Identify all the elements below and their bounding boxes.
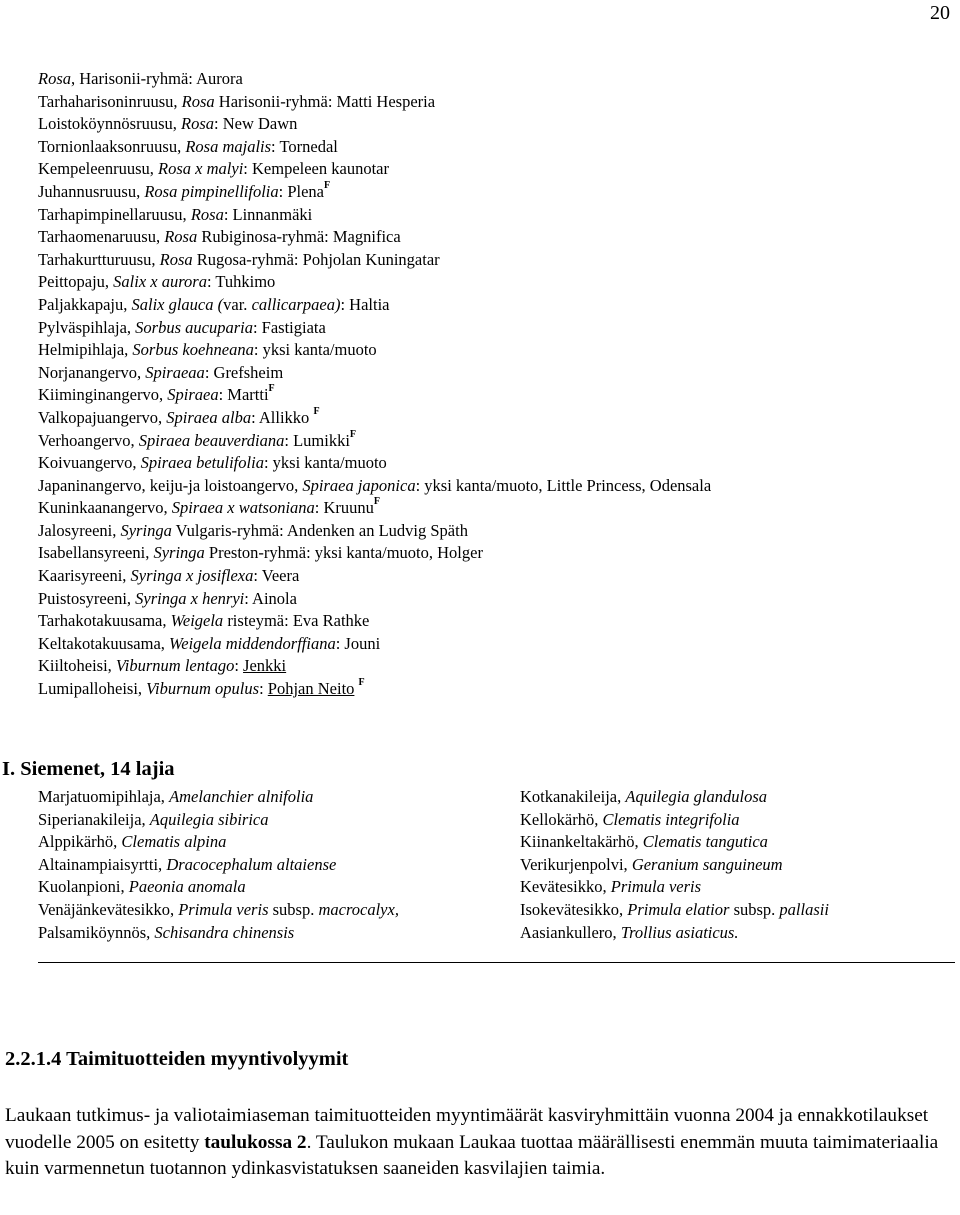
text-segment: Tarhaharisoninruusu,	[38, 91, 182, 111]
text-segment: : yksi kanta/muoto, Little Princess, Odensala	[415, 475, 712, 495]
underlined-text: Jenkki	[243, 656, 287, 676]
text-segment: Keltakotakuusama,	[38, 633, 170, 653]
list-item	[38, 430, 938, 453]
text-segment: : Linnanmäki	[223, 204, 313, 224]
seed-item	[38, 899, 508, 922]
text-segment: Peittopaju,	[38, 272, 114, 292]
scientific-name: Clematis integrifolia	[602, 809, 740, 829]
list-item	[38, 271, 938, 294]
footnote-marker: F	[268, 383, 275, 395]
list-item	[38, 497, 938, 520]
footnote-marker: F	[349, 428, 357, 440]
seed-item	[38, 922, 508, 945]
list-item	[38, 384, 938, 407]
list-item	[38, 655, 938, 678]
text-segment: Palsamiköynnös,	[38, 922, 155, 942]
text-segment: : Tornedal	[271, 136, 338, 156]
text-segment: Rugosa-ryhmä: Pohjolan Kuningatar	[192, 249, 440, 269]
scientific-name: Amelanchier alnifolia	[169, 787, 314, 806]
scientific-name: Syringa x josiflexa	[130, 566, 254, 586]
scientific-name: callicarpaea)	[251, 294, 341, 314]
section-heading: 2.2.1.4 Taimituotteiden myyntivolyymit	[5, 1048, 349, 1070]
scientific-name: Dracocephalum altaiense	[166, 854, 337, 874]
text-segment: Siperianakileija,	[38, 809, 150, 829]
scientific-name: Rosa	[181, 91, 215, 111]
text-segment: Laukaan tutkimus- ja valiotaimiaseman taimituotteiden myyntimäärät kasviryhmittäin vuonna 2004 ja ennakkotilaukset vuodelle 2005 on esitetty	[5, 1105, 929, 1153]
scientific-name: Rosa	[181, 114, 215, 134]
text-segment: Preston-ryhmä: yksi kanta/muoto, Holger	[204, 543, 483, 563]
list-item	[38, 452, 938, 475]
seed-item	[520, 809, 940, 832]
scientific-name: Paeonia anomala	[128, 877, 246, 897]
scientific-name: Aquilegia sibirica	[149, 809, 269, 829]
scientific-name: Spiraea betulifolia	[140, 453, 264, 473]
list-item	[38, 407, 938, 430]
list-item	[38, 317, 938, 340]
list-item	[38, 362, 938, 385]
text-segment: Venäjänkevätesikko,	[38, 899, 179, 919]
text-segment: Harisonii-ryhmä: Matti Hesperia	[214, 91, 436, 111]
list-item	[38, 542, 938, 565]
list-item	[38, 678, 938, 701]
scientific-name: Sorbus koehneana	[132, 340, 254, 360]
text-segment: : Martti	[218, 385, 269, 405]
seed-item	[520, 831, 940, 854]
list-item	[38, 113, 938, 136]
text-segment: var.	[223, 294, 252, 314]
text-segment: Kellokärhö,	[520, 809, 603, 829]
body-paragraph	[5, 1103, 940, 1183]
scientific-name: Weigela middendorffiana	[169, 633, 336, 653]
scientific-name: Clematis tangutica	[642, 832, 768, 852]
scientific-name: Rosa	[38, 69, 71, 88]
text-segment: Kiiminginangervo,	[38, 385, 168, 405]
scientific-name: Aquilegia glandulosa	[625, 787, 768, 806]
text-segment: : yksi kanta/muoto	[263, 453, 387, 473]
list-item	[38, 294, 938, 317]
list-item	[38, 204, 938, 227]
text-segment: Norjanangervo,	[38, 362, 146, 382]
text-segment: :	[259, 679, 268, 699]
scientific-name: Clematis alpina	[121, 832, 227, 852]
scientific-name: Trollius asiaticus.	[620, 922, 739, 942]
text-segment: Valkopajuangervo,	[38, 407, 167, 427]
seed-item	[520, 786, 940, 809]
text-segment: Helmipihlaja,	[38, 340, 133, 360]
text-segment: Kuolanpioni,	[38, 877, 129, 897]
text-segment: subsp.	[729, 899, 780, 919]
list-item	[38, 520, 938, 543]
scientific-name: Salix glauca (	[131, 294, 224, 314]
text-segment: Tarhakotakuusama,	[38, 611, 171, 631]
list-item	[38, 475, 938, 498]
scientific-name: Spiraea	[167, 385, 219, 405]
bold-reference: taulukossa 2	[204, 1131, 307, 1153]
text-segment: Loistoköynnösruusu,	[38, 114, 182, 134]
text-segment: : Jouni	[335, 633, 381, 653]
scientific-name: Sorbus aucuparia	[135, 317, 253, 337]
text-segment: Verikurjenpolvi,	[520, 854, 632, 874]
text-segment: Kevätesikko,	[520, 877, 611, 897]
scientific-name: Syringa	[120, 520, 172, 540]
seed-item	[38, 786, 508, 809]
text-segment: Aasiankullero,	[520, 922, 621, 942]
list-item	[38, 565, 938, 588]
text-segment: Tarhakurtturuusu,	[38, 249, 160, 269]
text-segment: Tarhapimpinellaruusu,	[38, 204, 191, 224]
list-item	[38, 226, 938, 249]
scientific-name: macrocalyx,	[318, 899, 399, 919]
scientific-name: Rosa	[190, 204, 224, 224]
text-segment: Alppikärhö,	[38, 832, 122, 852]
text-segment: : Lumikki	[284, 430, 350, 450]
text-segment: risteymä: Eva Rathke	[223, 611, 370, 631]
text-segment: Isabellansyreeni,	[38, 543, 154, 563]
text-segment: : Kruunu	[314, 498, 374, 518]
list-item	[38, 91, 938, 114]
scientific-name: Spiraeaa	[145, 362, 205, 382]
text-segment: Verhoangervo,	[38, 430, 139, 450]
text-segment: Kotkanakileija,	[520, 787, 626, 806]
seed-item	[38, 831, 508, 854]
scientific-name: Syringa x henryi	[135, 588, 245, 608]
text-segment: Jalosyreeni,	[38, 520, 121, 540]
text-segment: Tarhaomenaruusu,	[38, 227, 165, 247]
scientific-name: Spiraea x watsoniana	[171, 498, 315, 518]
text-segment: : Allikko	[251, 407, 314, 427]
scientific-name: Spiraea japonica	[302, 475, 416, 495]
scientific-name: Viburnum lentago	[115, 656, 235, 676]
scientific-name: pallasii	[779, 899, 829, 919]
text-segment: : Kempeleen kaunotar	[243, 159, 389, 179]
text-segment: : Plena	[278, 181, 325, 201]
text-segment: Pylväspihlaja,	[38, 317, 136, 337]
footnote-marker: F	[313, 405, 320, 417]
text-segment: Vulgaris-ryhmä: Andenken an Ludvig Späth	[171, 520, 468, 540]
seeds-column-left	[38, 786, 508, 944]
seed-item	[520, 876, 940, 899]
list-item	[38, 588, 938, 611]
scientific-name: Primula veris	[610, 877, 702, 897]
footnote-marker: F	[324, 179, 331, 191]
scientific-name: Weigela	[170, 611, 224, 631]
text-segment: : yksi kanta/muoto	[253, 340, 377, 360]
list-item	[38, 249, 938, 272]
scientific-name: Spiraea alba	[166, 407, 252, 427]
seeds-column-right	[520, 786, 940, 944]
text-segment: Kempeleenruusu,	[38, 159, 159, 179]
scientific-name: Primula elatior	[627, 899, 730, 919]
list-item	[38, 68, 938, 91]
plant-cultivar-list	[38, 68, 938, 701]
text-segment: . Taulukon mukaan Laukaa tuottaa määrällisesti enemmän muuta taimimateriaalia kuin varmennetun tuotannon ydinkasvistatuksen saaneiden kasvilajien taimia.	[5, 1131, 939, 1179]
scientific-name: Rosa	[159, 249, 193, 269]
seed-item	[38, 809, 508, 832]
text-segment: Kiinankeltakärhö,	[520, 832, 643, 852]
text-segment: , Harisonii-ryhmä: Aurora	[71, 69, 243, 88]
text-segment: : Fastigiata	[252, 317, 326, 337]
scientific-name: Rosa pimpinellifolia	[144, 181, 279, 201]
scientific-name: Viburnum opulus	[146, 679, 260, 699]
list-item	[38, 610, 938, 633]
seed-item	[520, 854, 940, 877]
text-segment: Koivuangervo,	[38, 453, 141, 473]
scientific-name: Primula veris	[178, 899, 269, 919]
text-segment: Isokevätesikko,	[520, 899, 628, 919]
text-segment: Kiiltoheisi,	[38, 656, 116, 676]
scientific-name: Spiraea beauverdiana	[138, 430, 285, 450]
seeds-heading: I. Siemenet, 14 lajia	[2, 758, 175, 780]
text-segment: Rubiginosa-ryhmä: Magnifica	[197, 227, 401, 247]
text-segment: Paljakkapaju,	[38, 294, 132, 314]
text-segment: Lumipalloheisi,	[38, 679, 147, 699]
text-segment: Tornionlaaksonruusu,	[38, 136, 186, 156]
scientific-name: Rosa x malyi	[158, 159, 244, 179]
text-segment: : New Dawn	[214, 114, 298, 134]
list-item	[38, 633, 938, 656]
text-segment: :	[234, 656, 244, 676]
text-segment: : Grefsheim	[204, 362, 284, 382]
seed-item	[520, 922, 940, 945]
seed-item	[38, 854, 508, 877]
text-segment: Japaninangervo, keiju-ja loistoangervo,	[38, 475, 303, 495]
scientific-name: Syringa	[153, 543, 205, 563]
list-item	[38, 136, 938, 159]
seed-item	[38, 876, 508, 899]
scientific-name: Rosa majalis	[185, 136, 272, 156]
text-segment: Kaarisyreeni,	[38, 566, 131, 586]
list-item	[38, 339, 938, 362]
scientific-name: Schisandra chinensis	[154, 922, 295, 942]
footnote-marker: F	[358, 677, 365, 689]
text-segment: Puistosyreeni,	[38, 588, 136, 608]
text-segment: Juhannusruusu,	[38, 181, 145, 201]
text-segment: Altainampiaisyrtti,	[38, 854, 167, 874]
text-segment: subsp.	[268, 899, 319, 919]
text-segment: Marjatuomipihlaja,	[38, 787, 170, 806]
seed-item	[520, 899, 940, 922]
horizontal-rule	[38, 962, 955, 963]
text-segment: Kuninkaanangervo,	[38, 498, 172, 518]
text-segment: : Haltia	[340, 294, 390, 314]
text-segment: : Ainola	[244, 588, 297, 608]
list-item	[38, 158, 938, 181]
footnote-marker: F	[373, 496, 381, 508]
scientific-name: Rosa	[164, 227, 198, 247]
list-item	[38, 181, 938, 204]
scientific-name: Geranium sanguineum	[631, 854, 783, 874]
underlined-text: Pohjan Neito	[267, 679, 355, 699]
text-segment: : Tuhkimo	[206, 272, 276, 292]
page-number: 20	[930, 2, 950, 24]
text-segment: : Veera	[253, 566, 300, 586]
scientific-name: Salix x aurora	[113, 272, 207, 292]
